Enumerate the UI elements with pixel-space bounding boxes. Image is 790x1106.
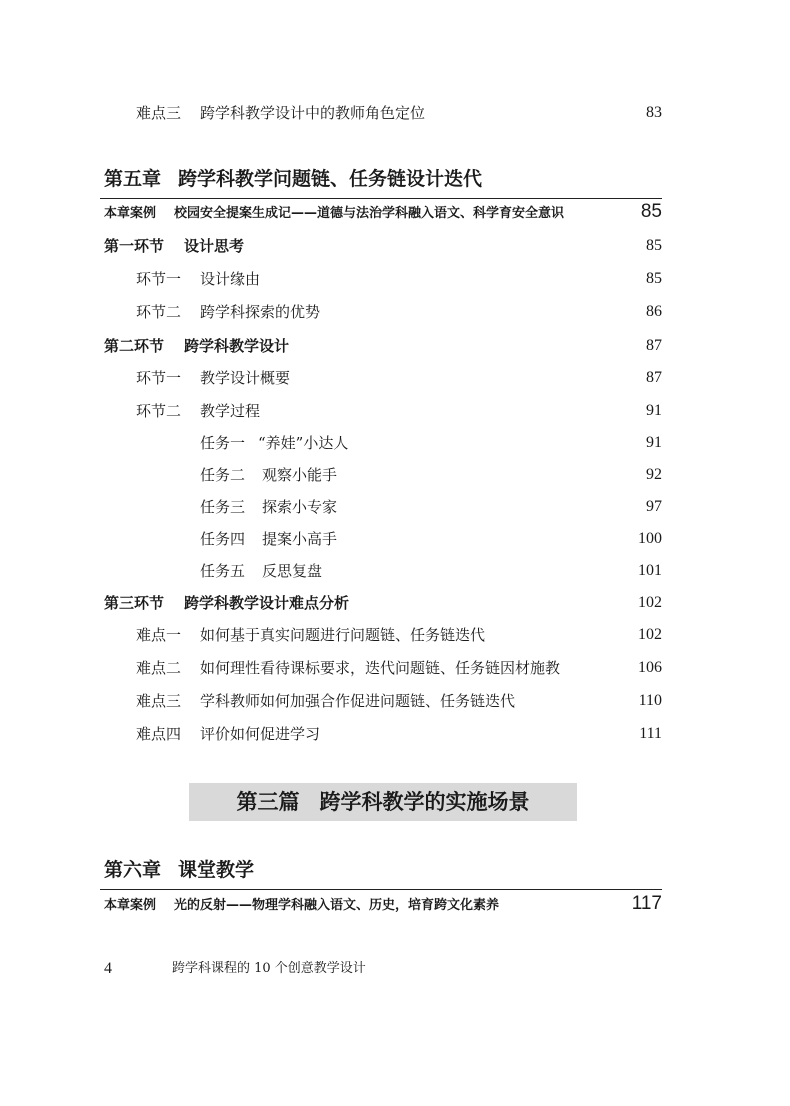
entry-title: 设计思考 [184,237,245,255]
entry-page: 91 [646,434,662,451]
toc-entry [0,722,790,746]
entry-page: 83 [646,104,662,121]
entry-title: 观察小能手 [262,466,338,484]
entry-page: 102 [638,594,662,611]
entry-title: 光的反射——物理学科融入语文、历史，培育跨文化素养 [174,898,500,913]
entry-label: 任务二 [200,466,246,484]
entry-title: 如何理性看待课标要求，迭代问题链、任务链因材施教 [200,659,561,677]
toc-section [0,334,790,358]
chapter-case-entry [0,202,790,226]
part-title: 跨学科教学的实施场景 [319,790,530,814]
chapter-heading [0,855,790,885]
part-label: 第三篇 [236,790,300,814]
entry-title: 教学设计概要 [200,369,291,387]
toc-task-entry [0,495,790,519]
toc-task-entry [0,463,790,487]
entry-label: 环节二 [136,402,182,420]
entry-label: 第二环节 [104,337,165,355]
entry-label: 任务三 [200,498,246,516]
toc-entry [0,300,790,324]
toc-task-entry [0,431,790,455]
toc-task-entry [0,527,790,551]
entry-label: 任务四 [200,530,246,548]
chapter-label: 第五章 [104,168,162,190]
entry-page: 87 [646,369,662,386]
entry-label: 难点一 [136,626,182,644]
toc-entry [0,656,790,680]
entry-title: 校园安全提案生成记——道德与法治学科融入语文、科学育安全意识 [174,206,565,221]
entry-page: 86 [646,303,662,320]
entry-label: 难点二 [136,659,182,677]
entry-title: 探索小专家 [262,498,338,516]
entry-label: 本章案例 [104,206,157,221]
entry-page: 102 [638,626,662,643]
part-heading [189,783,577,821]
entry-label: 环节一 [136,369,182,387]
toc-entry [0,267,790,291]
entry-page: 110 [638,692,662,709]
entry-title: 跨学科教学设计中的教师角色定位 [200,104,426,122]
footer-book-title: 跨学科课程的 10 个创意教学设计 [172,961,366,976]
entry-page: 91 [646,402,662,419]
entry-page: 106 [638,659,662,676]
entry-title: 跨学科探索的优势 [200,303,321,321]
entry-page: 85 [646,270,662,287]
entry-page: 117 [631,893,662,914]
entry-title: 反思复盘 [262,562,323,580]
page-footer [0,957,790,981]
entry-label: 本章案例 [104,898,157,913]
entry-label: 任务五 [200,562,246,580]
entry-page: 92 [646,466,662,483]
chapter-title: 课堂教学 [178,859,255,881]
chapter-heading [0,164,790,194]
entry-label: 环节一 [136,270,182,288]
entry-title: 如何基于真实问题进行问题链、任务链迭代 [200,626,486,644]
chapter-case-entry [0,894,790,918]
entry-label: 任务一 [200,434,246,452]
entry-page: 97 [646,498,662,515]
entry-page: 111 [639,725,662,742]
entry-page: 87 [646,337,662,354]
entry-title: 提案小高手 [262,530,338,548]
entry-page: 101 [638,562,662,579]
entry-label: 难点四 [136,725,182,743]
chapter-rule [100,889,662,890]
entry-label: 难点三 [136,692,182,710]
toc-entry [0,101,790,125]
chapter-title: 跨学科教学问题链、任务链设计迭代 [178,168,483,190]
chapter-rule [100,198,662,199]
toc-entry [0,366,790,390]
entry-title: 跨学科教学设计 [184,337,290,355]
footer-page-number: 4 [104,960,112,977]
entry-label: 第一环节 [104,237,165,255]
entry-title: 跨学科教学设计难点分析 [184,594,350,612]
entry-page: 85 [640,201,662,222]
entry-title: 评价如何促进学习 [200,725,321,743]
toc-section [0,234,790,258]
toc-entry [0,399,790,423]
entry-label: 环节二 [136,303,182,321]
entry-title: 学科教师如何加强合作促进问题链、任务链迭代 [200,692,516,710]
toc-entry [0,689,790,713]
chapter-label: 第六章 [104,859,162,881]
entry-label: 第三环节 [104,594,165,612]
toc-task-entry [0,559,790,583]
entry-page: 85 [646,237,662,254]
toc-section [0,591,790,615]
entry-title: “养娃”小达人 [258,434,349,452]
entry-label: 难点三 [136,104,182,122]
toc-entry [0,623,790,647]
entry-title: 设计缘由 [200,270,261,288]
entry-title: 教学过程 [200,402,261,420]
entry-page: 100 [638,530,662,547]
